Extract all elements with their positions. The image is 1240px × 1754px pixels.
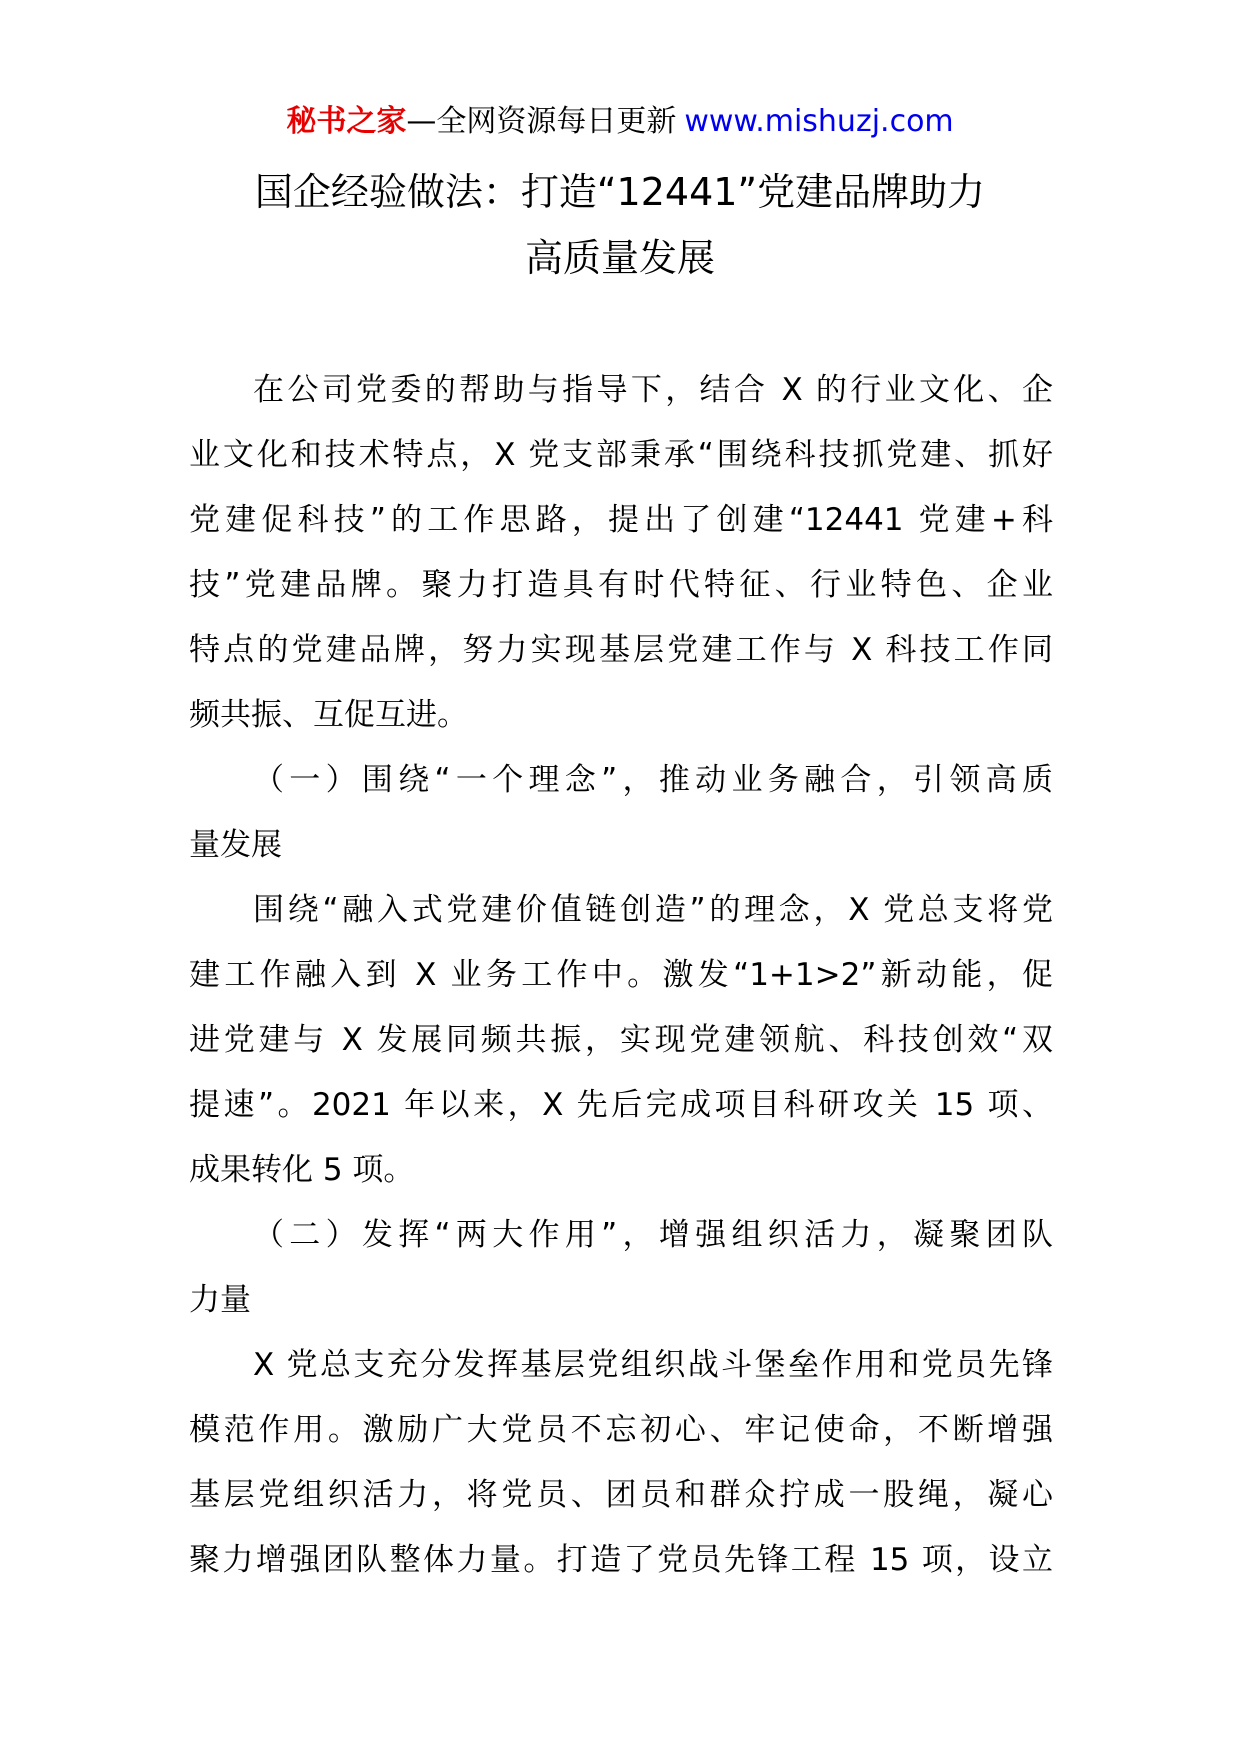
body-line: 提速”。2021 年以来，X 先后完成项目科研攻关 15 项、 — [189, 1087, 1053, 1123]
body-line: 成果转化 5 项。 — [189, 1152, 415, 1188]
body-line: 技”党建品牌。聚力打造具有时代特征、行业特色、企业 — [189, 567, 1053, 603]
body-line: 聚力增强团队整体力量。打造了党员先锋工程 15 项，设立 — [189, 1542, 1053, 1578]
body-line: 业文化和技术特点，X 党支部秉承“围绕科技抓党建、抓好 — [189, 437, 1053, 473]
site-url-link[interactable]: www.mishuzj.com — [684, 104, 954, 139]
body-line: X 党总支充分发挥基层党组织战斗堡垒作用和党员先锋 — [253, 1347, 1053, 1383]
body-line: 基层党组织活力，将党员、团员和群众拧成一股绳，凝心 — [189, 1477, 1053, 1513]
section-heading-line: （一）围绕“一个理念”，推动业务融合，引领高质 — [253, 762, 1053, 798]
body-line: 党建促科技”的工作思路，提出了创建“12441 党建+科 — [189, 502, 1053, 538]
section-heading-line: 量发展 — [189, 827, 282, 863]
document-title-line-1: 国企经验做法：打造“12441”党建品牌助力 — [254, 170, 986, 214]
document-body — [189, 358, 1053, 1593]
document-title-line-2: 高质量发展 — [524, 236, 715, 280]
body-line: 频共振、互促互进。 — [189, 697, 468, 733]
section-heading-line: 力量 — [189, 1282, 251, 1318]
site-header — [0, 100, 1240, 144]
body-line: 围绕“融入式党建价值链创造”的理念，X 党总支将党 — [253, 892, 1053, 928]
body-line: 进党建与 X 发展同频共振，实现党建领航、科技创效“双 — [189, 1022, 1053, 1058]
body-line: 建工作融入到 X 业务工作中。激发“1+1>2”新动能，促 — [189, 957, 1053, 993]
site-brand: 秘书之家 — [286, 104, 407, 139]
site-tagline: —全网资源每日更新 — [406, 104, 677, 139]
body-line: 模范作用。激励广大党员不忘初心、牢记使命，不断增强 — [189, 1412, 1053, 1448]
body-line: 特点的党建品牌，努力实现基层党建工作与 X 科技工作同 — [189, 632, 1053, 668]
section-heading-line: （二）发挥“两大作用”，增强组织活力，凝聚团队 — [253, 1217, 1053, 1253]
body-line: 在公司党委的帮助与指导下，结合 X 的行业文化、企 — [253, 372, 1053, 408]
